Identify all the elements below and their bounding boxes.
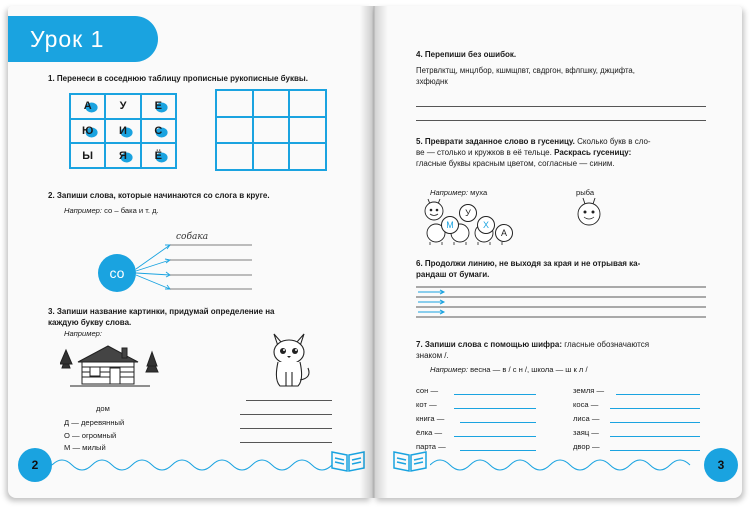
syllable-circle: со (98, 254, 136, 292)
task7-text: 7. Запиши слова с помощью шифра: гласные обозначаются знаком /. (416, 340, 650, 360)
book-spine-shadow (360, 6, 388, 498)
workbook-spread (8, 6, 742, 509)
answer-line (616, 394, 700, 395)
syllable-arrows (134, 231, 264, 306)
answer-line (240, 442, 332, 443)
task7-example: Например: весна — в / с н /, школа — ш к л / (430, 365, 588, 374)
answer-line (240, 414, 332, 415)
page-number: 3 (704, 448, 738, 482)
definition-row: М — милый (64, 443, 106, 452)
left-page (8, 6, 372, 498)
answer-line (610, 436, 700, 437)
empty-cell (216, 143, 253, 170)
letter-cell: С (141, 119, 176, 144)
cipher-word: земля — (573, 386, 605, 395)
cipher-word: кот — (416, 400, 437, 409)
right-page (374, 6, 742, 498)
definition-row: Д — деревянный (64, 418, 125, 427)
trace-lines (416, 282, 712, 322)
house-illustration (60, 336, 160, 391)
letter-cell: А (70, 94, 105, 119)
task3-text: 3. Запиши название картинки, придумай определение на каждую букву слова. (48, 307, 275, 327)
picture-word: дом (96, 404, 110, 413)
answer-line (416, 120, 706, 121)
cipher-word: двор — (573, 442, 600, 451)
page-number: 2 (18, 448, 52, 482)
answer-line (454, 436, 536, 437)
task4-text: Петрвлктщ, мнцлбор, кшмщпвт, свдргон, вфлгшку, джцифта, зхфюднк (416, 66, 635, 86)
empty-cell (289, 143, 326, 170)
book-icon (392, 446, 428, 474)
decorative-wave (52, 454, 332, 476)
answer-line (610, 422, 700, 423)
cipher-word: заяц — (573, 428, 599, 437)
letter-cell: Ы (70, 143, 105, 168)
cipher-word: сон — (416, 386, 439, 395)
empty-cell (289, 117, 326, 144)
letter-grid-source (69, 93, 177, 169)
empty-cell (253, 90, 290, 117)
task5-text: 5. Преврати заданное слово в гусеницу. Сколько букв в сло- ве — столько и кружков в её тельце. Раскрась гусеницу: гласные буквы красным цветом, согласные — синим. (416, 137, 651, 168)
answer-line (240, 428, 332, 429)
answer-line (610, 450, 700, 451)
caterpillar-ring: А (495, 224, 513, 242)
letter-cell: И (105, 119, 140, 144)
cat-illustration (264, 328, 314, 390)
task4-title: 4. Перепиши без ошибок. (416, 50, 517, 59)
definition-row: О — огромный (64, 431, 117, 440)
empty-cell (253, 143, 290, 170)
caterpillar-ring: Х (477, 216, 495, 234)
answer-line (416, 106, 706, 107)
cipher-word: книга — (416, 414, 445, 423)
letter-cell: Я (105, 143, 140, 168)
sample-word: собака (176, 232, 209, 242)
letter-cell: Ё (141, 143, 176, 168)
answer-line (460, 422, 536, 423)
letter-cell: Е (141, 94, 176, 119)
empty-cell (216, 90, 253, 117)
answer-line (454, 394, 536, 395)
answer-line (610, 408, 700, 409)
answer-line (460, 450, 536, 451)
cipher-word: парта — (416, 442, 446, 451)
caterpillar-ring: У (459, 204, 477, 222)
empty-cell (253, 117, 290, 144)
decorative-wave (430, 454, 702, 476)
caterpillar-head-empty (574, 196, 604, 230)
letter-grid-empty (215, 89, 327, 171)
task5-example: Например: муха (430, 188, 488, 197)
lesson-title: Урок 1 (8, 16, 158, 62)
empty-cell (216, 117, 253, 144)
task1-text (48, 73, 308, 84)
task6-title: 6. Продолжи линию, не выходя за края и не отрывая ка- рандаш от бумаги. (416, 259, 641, 279)
letter-cell: У (105, 94, 140, 119)
cipher-word: ёлка — (416, 428, 443, 437)
task1-number: 1. (48, 74, 55, 83)
task2-example: Например: со – бака и т. д. (64, 206, 159, 215)
task1-title: Перенеси в соседнюю таблицу прописные рукописные буквы. (56, 74, 308, 83)
answer-line (454, 408, 536, 409)
empty-cell (289, 90, 326, 117)
cipher-word: лиса — (573, 414, 600, 423)
answer-line (246, 400, 332, 401)
cipher-word: коса — (573, 400, 599, 409)
caterpillar-ring: М (441, 216, 459, 234)
task3-example-label: Например: (64, 329, 103, 338)
second-word: рыба (576, 188, 595, 197)
task2-text: 2. Запиши слова, которые начинаются со слога в круге. (48, 191, 270, 200)
letter-cell: Ю (70, 119, 105, 144)
